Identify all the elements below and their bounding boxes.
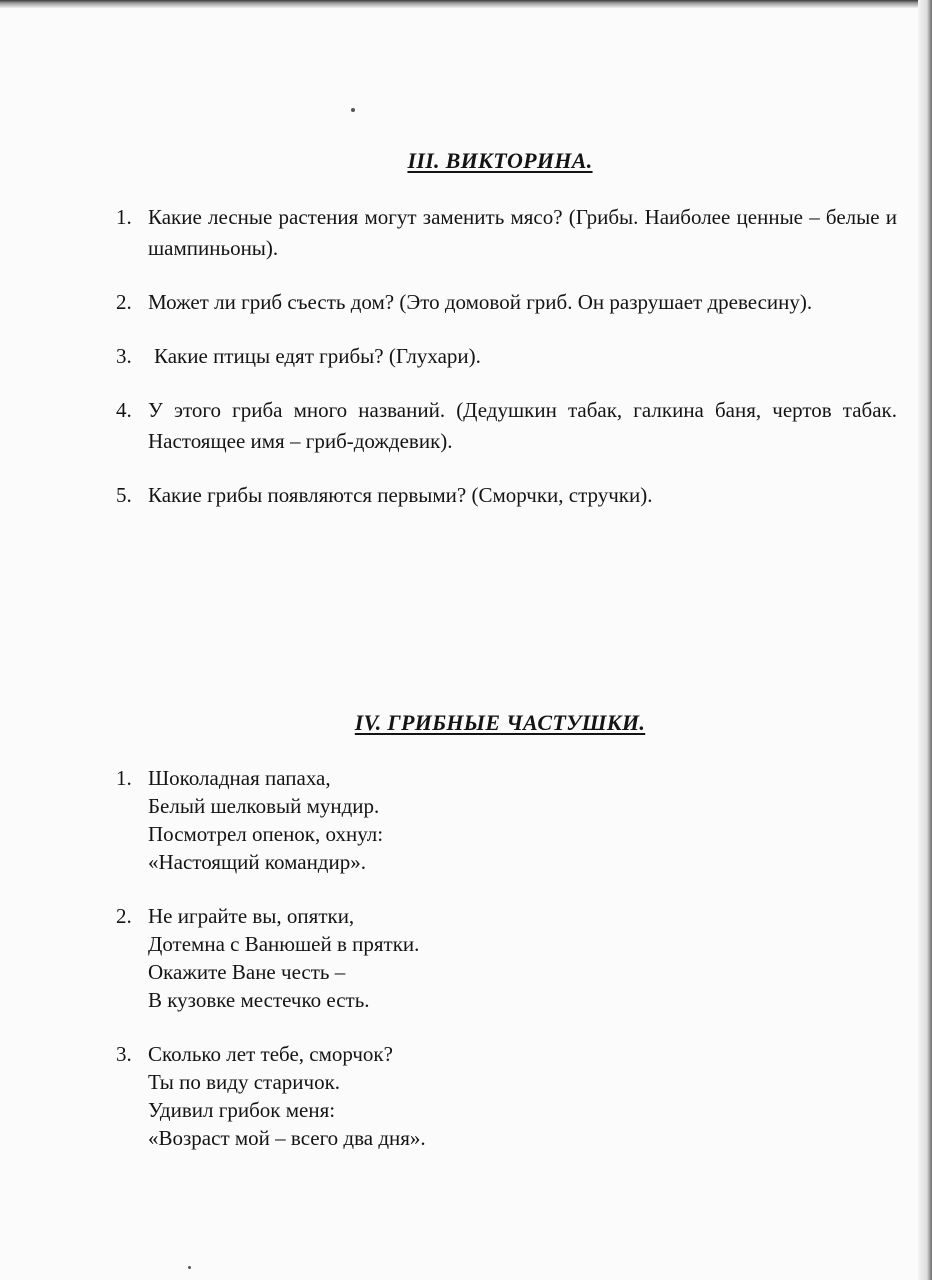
verse [116,1040,897,1152]
verse-line: Шоколадная папаха, [148,766,331,790]
quiz-item-text: Какие грибы появляются первыми? (Сморчки, стручки). [148,483,653,507]
quiz-list [116,202,897,511]
quiz-item [116,287,897,318]
verse-line: Удивил грибок меня: [148,1098,336,1122]
verse-number: 2. [116,904,132,928]
quiz-item-text: У этого гриба много названий. (Дедушкин табак, галкина баня, чертов табак. Настоящее имя – гриб-дождевик). [148,398,897,453]
verse-line: «Настоящий командир». [148,850,366,874]
chastushki-list [116,764,897,1152]
verse-line: В кузовке местечко есть. [148,988,370,1012]
verse [116,764,897,876]
quiz-item-number: 4. [116,398,132,422]
verse-number: 3. [116,1042,132,1066]
section-4-heading: IV. ГРИБНЫЕ ЧАСТУШКИ. [354,710,646,735]
verse-number: 1. [116,766,132,790]
verse-line: Белый шелковый мундир. [148,794,380,818]
verse-line: Окажите Ване честь – [148,960,346,984]
quiz-item-text: Какие лесные растения могут заменить мясо? (Грибы. Наиболее ценные – белые и шампиньоны). [148,205,897,260]
verse-text [148,1040,897,1152]
quiz-item-number: 1. [116,205,132,229]
quiz-item-text: Какие птицы едят грибы? (Глухари). [154,344,481,368]
scan-shadow-top [0,0,932,8]
verse-line: Ты по виду старичок. [148,1070,341,1094]
section-3-heading: III. ВИКТОРИНА. [407,148,593,173]
quiz-item-number: 2. [116,290,132,314]
quiz-item [116,395,897,457]
verse [116,902,897,1014]
verse-line: «Возраст мой – всего два дня». [148,1126,426,1150]
quiz-item [116,202,897,264]
verse-line: Дотемна с Ванюшей в прятки. [148,932,420,956]
quiz-item-text: Может ли гриб съесть дом? (Это домовой гриб. Он разрушает древесину). [148,290,813,314]
verse-line: Не играйте вы, опятки, [148,904,355,928]
quiz-item [116,480,897,511]
verse-text [148,902,897,1014]
quiz-item-number: 3. [116,344,132,368]
verse-line: Посмотрел опенок, охнул: [148,822,384,846]
quiz-item [116,341,897,372]
scan-speck [188,1266,191,1269]
verse-text [148,764,897,876]
scan-shadow-right [918,0,932,1280]
verse-line: Сколько лет тебе, сморчок? [148,1042,393,1066]
scan-speck [351,108,355,112]
quiz-item-number: 5. [116,483,132,507]
